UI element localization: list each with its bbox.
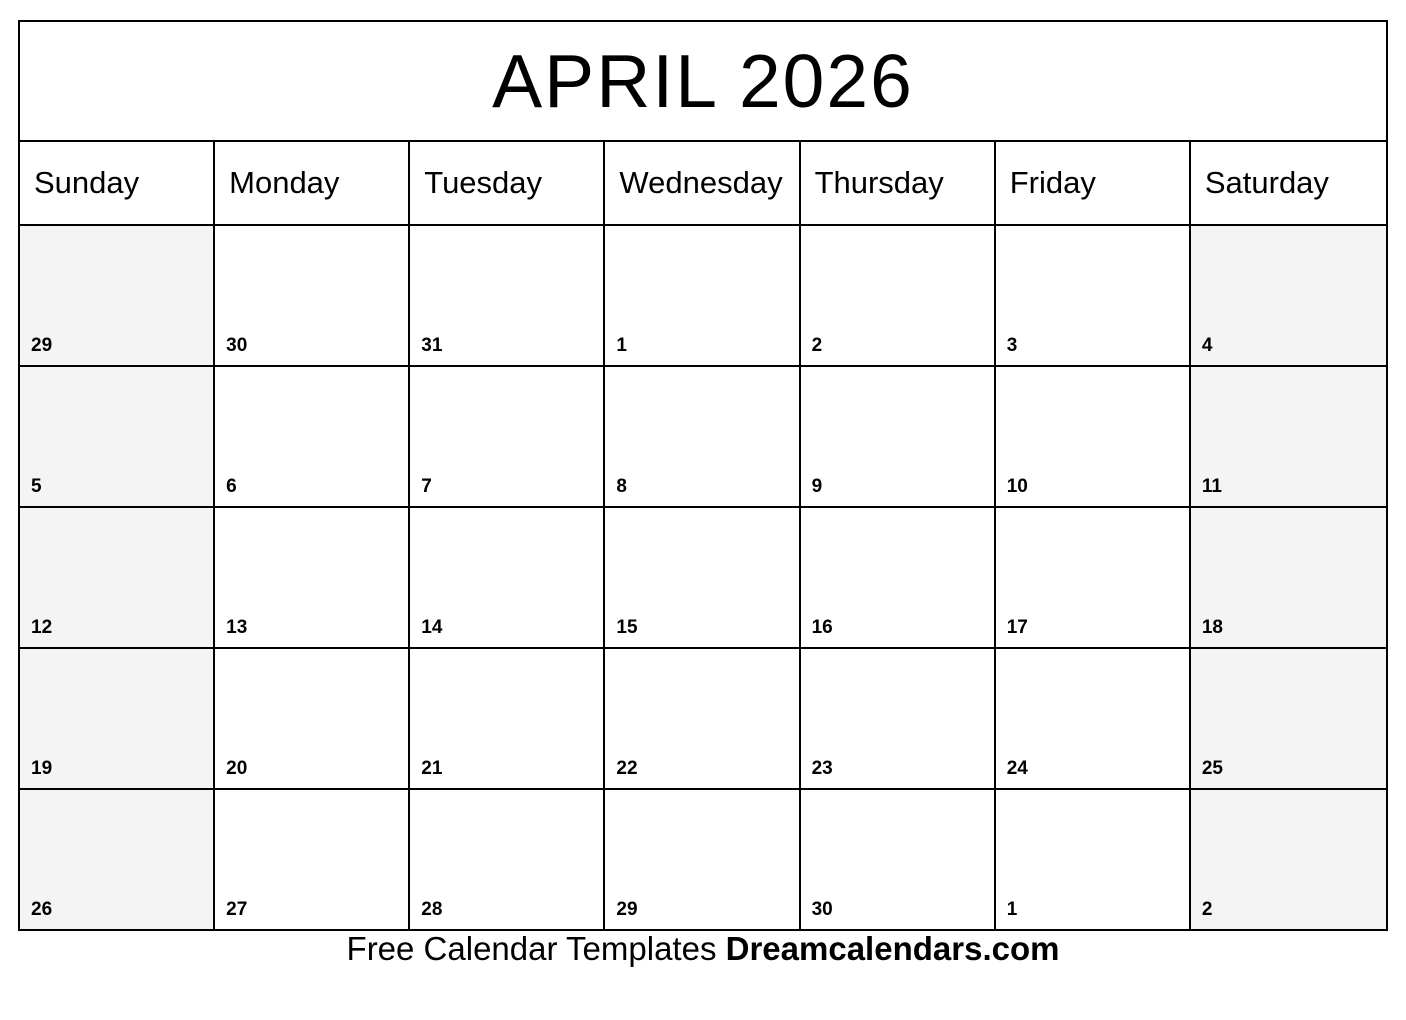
day-number: 27 [226, 899, 248, 920]
footer-brand[interactable]: Dreamcalendars.com [725, 930, 1060, 967]
day-cell[interactable] [215, 649, 410, 788]
calendar-week-row [20, 508, 1386, 649]
day-number: 14 [421, 617, 443, 638]
day-number: 30 [811, 899, 833, 920]
day-number: 13 [226, 617, 248, 638]
weekday-header-sunday: Sunday [20, 142, 215, 224]
day-number: 5 [31, 476, 42, 497]
day-cell[interactable] [605, 226, 800, 365]
calendar-title: APRIL 2026 [492, 38, 914, 123]
day-number: 26 [31, 899, 53, 920]
weekday-header-friday: Friday [996, 142, 1191, 224]
footer-prefix: Free Calendar Templates [346, 930, 726, 967]
day-number: 10 [1006, 476, 1028, 497]
day-cell[interactable] [410, 508, 605, 647]
calendar-week-row [20, 367, 1386, 508]
day-number: 21 [421, 758, 443, 779]
calendar-week-row [20, 226, 1386, 367]
day-cell[interactable] [605, 508, 800, 647]
day-number: 23 [811, 758, 833, 779]
day-cell[interactable] [801, 790, 996, 929]
day-cell[interactable] [801, 367, 996, 506]
day-number: 12 [31, 617, 53, 638]
day-number: 31 [421, 335, 443, 356]
day-cell[interactable] [20, 649, 215, 788]
day-number: 4 [1201, 335, 1213, 356]
day-number: 30 [226, 335, 248, 356]
day-cell[interactable] [215, 790, 410, 929]
footer-credit [0, 930, 1406, 968]
day-cell[interactable] [1191, 367, 1386, 506]
day-number: 17 [1006, 617, 1028, 638]
day-cell[interactable] [410, 367, 605, 506]
day-number: 6 [226, 476, 237, 497]
day-cell[interactable] [996, 508, 1191, 647]
day-cell[interactable] [1191, 790, 1386, 929]
day-cell[interactable] [801, 649, 996, 788]
calendar-title-row [20, 22, 1386, 142]
day-cell[interactable] [605, 367, 800, 506]
day-cell[interactable] [410, 226, 605, 365]
day-number: 8 [616, 476, 627, 497]
day-number: 19 [31, 758, 53, 779]
day-cell[interactable] [996, 649, 1191, 788]
weekday-header-saturday: Saturday [1191, 142, 1386, 224]
day-cell[interactable] [20, 508, 215, 647]
day-cell[interactable] [410, 649, 605, 788]
day-cell[interactable] [20, 226, 215, 365]
day-cell[interactable] [1191, 226, 1386, 365]
day-number: 3 [1006, 335, 1018, 356]
day-number: 11 [1201, 476, 1222, 497]
day-cell[interactable] [1191, 649, 1386, 788]
weekday-header-wednesday: Wednesday [605, 142, 800, 224]
day-cell[interactable] [801, 226, 996, 365]
day-cell[interactable] [20, 367, 215, 506]
day-number: 7 [421, 476, 432, 497]
day-cell[interactable] [996, 226, 1191, 365]
day-number: 15 [616, 617, 638, 638]
day-cell[interactable] [996, 367, 1191, 506]
day-number: 1 [1006, 899, 1018, 920]
day-number: 1 [616, 335, 627, 356]
day-number: 24 [1006, 758, 1028, 779]
calendar-table [18, 20, 1388, 931]
day-cell[interactable] [996, 790, 1191, 929]
day-cell[interactable] [410, 790, 605, 929]
day-cell[interactable] [215, 226, 410, 365]
calendar-week-row [20, 649, 1386, 790]
day-number: 29 [31, 335, 53, 356]
day-number: 25 [1201, 758, 1223, 779]
day-number: 9 [811, 476, 823, 497]
calendar-week-row [20, 790, 1386, 929]
day-number: 16 [811, 617, 833, 638]
day-number: 28 [421, 899, 443, 920]
day-number: 2 [1201, 899, 1213, 920]
weekday-header-thursday: Thursday [801, 142, 996, 224]
calendar-weeks [20, 226, 1386, 929]
day-cell[interactable] [801, 508, 996, 647]
day-number: 18 [1201, 617, 1223, 638]
weekday-header-row [20, 142, 1386, 226]
day-number: 22 [616, 758, 638, 779]
day-cell[interactable] [215, 367, 410, 506]
day-cell[interactable] [1191, 508, 1386, 647]
weekday-header-tuesday: Tuesday [410, 142, 605, 224]
day-number: 2 [811, 335, 823, 356]
day-cell[interactable] [605, 790, 800, 929]
weekday-header-monday: Monday [215, 142, 410, 224]
day-number: 29 [616, 899, 638, 920]
day-cell[interactable] [20, 790, 215, 929]
day-number: 20 [226, 758, 248, 779]
day-cell[interactable] [215, 508, 410, 647]
day-cell[interactable] [605, 649, 800, 788]
